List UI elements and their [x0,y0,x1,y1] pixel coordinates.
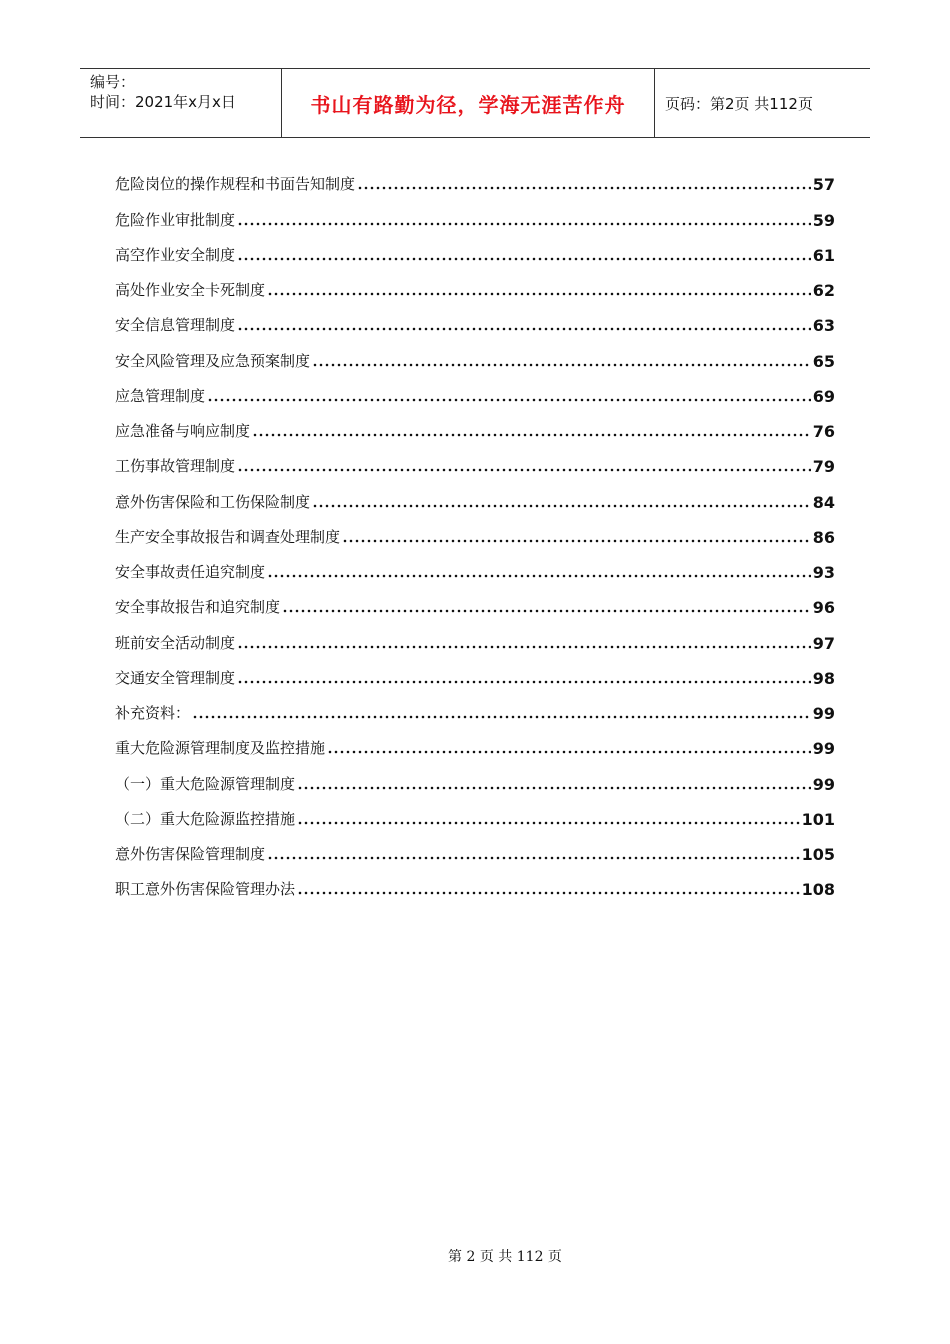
toc-entry-title: 高空作业安全制度 [115,245,236,264]
toc-dot-leader [282,599,811,613]
toc-entry[interactable] [115,794,835,829]
toc-entry-page: 99 [812,774,835,794]
toc-entry-title: 安全风险管理及应急预案制度 [115,351,311,370]
toc-entry-title: 安全事故责任追究制度 [115,563,266,581]
toc-entry-title: 危险作业审批制度 [115,210,236,229]
toc-entry-page: 63 [812,316,835,336]
toc-entry[interactable] [115,476,835,511]
toc-dot-leader [342,529,811,543]
toc-entry-title: 高处作业安全卡死制度 [115,281,266,299]
toc-entry-title: 生产安全事故报告和调查处理制度 [115,527,341,546]
toc-entry-title: 安全事故报告和追究制度 [115,598,281,617]
toc-entry-title: 应急管理制度 [115,386,206,405]
toc-dot-leader [207,388,811,402]
toc-entry-title: 班前安全活动制度 [115,633,236,652]
toc-dot-leader [312,353,811,367]
toc-entry-page: 99 [812,704,835,723]
toc-dot-leader [267,564,811,578]
toc-entry[interactable] [115,582,835,617]
header-meta [80,69,282,137]
toc-entry[interactable] [115,265,835,300]
toc-entry[interactable] [115,758,835,793]
toc-entry-title: 补充资料： [115,704,191,722]
toc-entry[interactable] [115,194,835,229]
toc-dot-leader [237,212,811,226]
toc-dot-leader [237,247,811,261]
toc-entry-title: 应急准备与响应制度 [115,422,251,440]
toc-entry[interactable] [115,512,835,547]
toc-entry[interactable] [115,300,835,335]
header-motto: 书山有路勤为径，学海无涯苦作舟 [282,69,655,137]
toc-entry-page: 96 [812,598,835,618]
toc-entry-page: 65 [812,351,835,371]
toc-entry-title: （二）重大危险源监控措施 [115,809,296,828]
toc-entry-page: 62 [812,281,835,300]
toc-entry-page: 79 [812,457,835,477]
toc-dot-leader [312,494,811,508]
toc-entry[interactable] [115,653,835,688]
toc-entry[interactable] [115,547,835,582]
toc-entry-title: 交通安全管理制度 [115,668,236,687]
toc-entry-page: 99 [812,739,835,759]
toc-dot-leader [237,317,811,331]
document-number-label: 编号： [90,73,136,91]
toc-entry-title: 重大危险源管理制度及监控措施 [115,739,326,758]
toc-dot-leader [267,282,811,296]
toc-entry[interactable] [115,406,835,441]
toc-entry[interactable] [115,864,835,899]
toc-entry-page: 59 [812,210,835,230]
toc-entry-title: 意外伤害保险和工伤保险制度 [115,492,311,511]
toc-entry-page: 69 [812,386,835,406]
document-time-label: 时间：2021年x月x日 [90,93,236,111]
toc-entry-page: 86 [812,527,835,547]
toc-entry-page: 61 [812,245,835,265]
toc-entry[interactable] [115,829,835,864]
toc-dot-leader [357,176,811,190]
toc-entry-page: 98 [812,668,835,688]
toc-entry-page: 105 [801,845,835,864]
page-footer: 第 2 页 共 112 页 [448,1249,562,1265]
toc-entry[interactable] [115,617,835,652]
toc-entry-page: 84 [812,492,835,512]
toc-dot-leader [327,740,811,754]
toc-entry[interactable] [115,441,835,476]
toc-dot-leader [297,881,800,895]
toc-dot-leader [297,776,811,790]
toc-entry[interactable] [115,723,835,758]
toc-entry-page: 101 [801,809,835,829]
toc-dot-leader [252,423,811,437]
toc-dot-leader [192,705,811,719]
toc-entry-page: 93 [812,563,835,582]
toc-dot-leader [267,846,800,860]
toc-entry-page: 97 [812,633,835,653]
toc-entry[interactable] [115,688,835,723]
toc-dot-leader [237,635,811,649]
toc-entry-page: 57 [812,175,835,195]
page-header [80,68,870,138]
toc-entry[interactable] [115,159,835,194]
toc-entry-page: 76 [812,422,835,441]
toc-entry-page: 108 [801,880,835,900]
toc-entry[interactable] [115,230,835,265]
toc-entry-title: 意外伤害保险管理制度 [115,845,266,863]
toc-entry-title: 危险岗位的操作规程和书面告知制度 [115,175,356,194]
header-page-info: 页码：第2页 共112页 [665,94,813,113]
toc-entry-title: 职工意外伤害保险管理办法 [115,880,296,899]
toc-entry[interactable] [115,335,835,370]
toc-entry-title: 安全信息管理制度 [115,316,236,335]
toc-entry-title: 工伤事故管理制度 [115,457,236,476]
toc-entry[interactable] [115,371,835,406]
toc-dot-leader [237,670,811,684]
toc-dot-leader [237,458,811,472]
table-of-contents [115,159,835,899]
toc-dot-leader [297,811,800,825]
toc-entry-title: （一）重大危险源管理制度 [115,774,296,793]
